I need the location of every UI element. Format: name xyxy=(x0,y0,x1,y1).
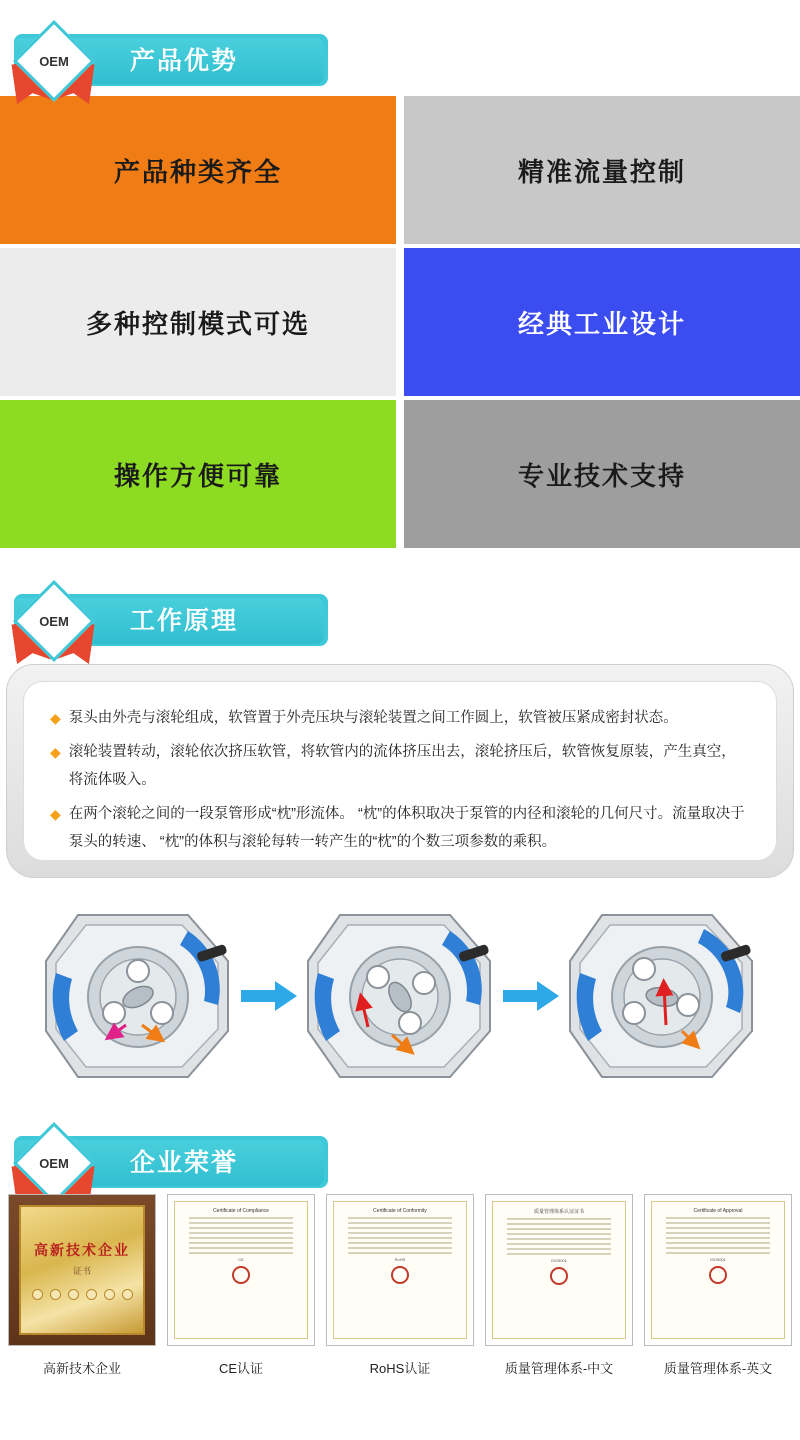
certificate-inner-title: 高新技术企业 xyxy=(34,1242,130,1258)
certificate-image-iso-cn xyxy=(485,1194,633,1346)
certificate-item xyxy=(485,1194,633,1377)
certificate-image-high-tech xyxy=(8,1194,156,1346)
advantage-cell-6 xyxy=(404,400,800,548)
certificate-inner-title: Certificate of Compliance xyxy=(213,1208,269,1214)
certificate-caption: 高新技术企业 xyxy=(42,1361,121,1376)
advantage-cell-4 xyxy=(404,248,800,396)
principle-text: 滚轮装置转动，滚轮依次挤压软管，将软管内的流体挤压出去，滚轮挤压后，软管恢复原装，产生真空，将流体吸入。 xyxy=(68,744,736,788)
diamond-bullet-icon: ◆ xyxy=(50,710,61,726)
principle-bullet-row xyxy=(50,704,750,732)
advantage-cell-5 xyxy=(0,400,396,548)
diamond-bullet-icon: ◆ xyxy=(50,744,61,760)
seal-icon xyxy=(550,1267,568,1285)
section-header-principle xyxy=(0,572,800,646)
oem-badge-icon xyxy=(8,584,104,662)
oem-badge-icon xyxy=(8,24,104,102)
principle-box xyxy=(0,664,800,878)
seal-icon xyxy=(232,1266,250,1284)
pump-diagram-step-3 xyxy=(562,901,762,1091)
certificate-caption: 质量管理体系-英文 xyxy=(663,1361,773,1376)
advantage-cell-3 xyxy=(0,248,396,396)
advantage-label: 经典工业设计 xyxy=(517,308,686,339)
oem-badge-label: OEM xyxy=(39,53,69,69)
pump-principle-diagram xyxy=(0,896,800,1096)
principle-text: 泵头由外壳与滚轮组成，软管置于外壳压块与滚轮装置之间工作圆上，软管被压紧成密封状态。 xyxy=(68,710,678,726)
certificate-inner-sub: ISO9001 xyxy=(710,1257,726,1262)
section-title-advantages: 产品优势 xyxy=(130,47,239,75)
advantage-label: 多种控制模式可选 xyxy=(85,308,310,339)
certificate-inner-title: Certificate of Approval xyxy=(693,1208,743,1214)
oem-badge-label: OEM xyxy=(39,1155,69,1171)
oem-badge-icon xyxy=(8,1126,104,1204)
certificate-image-rohs xyxy=(326,1194,474,1346)
product-detail-page xyxy=(0,12,800,1377)
certificate-inner-sub: 证书 xyxy=(72,1266,91,1276)
certificate-inner-sub: RoHS xyxy=(394,1257,406,1262)
section-header-advantages xyxy=(0,12,800,86)
pump-diagram-step-2 xyxy=(300,901,500,1091)
advantage-label: 精准流量控制 xyxy=(517,156,686,187)
seal-icon xyxy=(391,1266,409,1284)
certificate-item xyxy=(644,1194,792,1377)
certificate-caption: CE认证 xyxy=(218,1361,264,1376)
advantage-label: 操作方便可靠 xyxy=(113,460,282,491)
certificate-caption: 质量管理体系-中文 xyxy=(504,1361,614,1376)
step-arrow-2 xyxy=(500,981,562,1011)
oem-badge-label: OEM xyxy=(39,613,69,629)
advantage-grid xyxy=(0,96,800,548)
certificate-inner-title: 质量管理体系认证证书 xyxy=(533,1209,584,1215)
certificate-inner-title: Certificate of Conformity xyxy=(373,1208,427,1214)
certificate-row xyxy=(0,1188,800,1377)
diamond-bullet-icon: ◆ xyxy=(50,806,61,822)
principle-bullet-row xyxy=(50,738,750,794)
advantage-label: 专业技术支持 xyxy=(517,460,686,491)
principle-bullet-row xyxy=(50,800,750,856)
certificate-item xyxy=(326,1194,474,1377)
certificate-item xyxy=(167,1194,315,1377)
certificate-item xyxy=(8,1194,156,1377)
certificate-inner-sub: CE xyxy=(238,1257,244,1262)
section-header-honors xyxy=(0,1114,800,1188)
step-arrow-1 xyxy=(238,981,300,1011)
certificate-inner-sub: ISO9001 xyxy=(551,1258,567,1263)
section-title-principle: 工作原理 xyxy=(130,607,239,635)
certificate-caption: RoHS认证 xyxy=(369,1361,431,1376)
seal-icon xyxy=(709,1266,727,1284)
advantage-cell-1 xyxy=(0,96,396,244)
section-title-honors: 企业荣誉 xyxy=(130,1149,239,1177)
advantage-cell-2 xyxy=(404,96,800,244)
advantage-label: 产品种类齐全 xyxy=(113,156,282,187)
certificate-image-iso-en xyxy=(644,1194,792,1346)
certificate-image-ce xyxy=(167,1194,315,1346)
principle-text: 在两个滚轮之间的一段泵管形成“枕”形流体。 “枕”的体积取决于泵管的内径和滚轮的几何尺寸。流量取决于泵头的转速、 “枕”的体积与滚轮每转一转产生的“枕”的个数三项参数的乘积。 xyxy=(68,806,745,850)
pump-diagram-step-1 xyxy=(38,901,238,1091)
